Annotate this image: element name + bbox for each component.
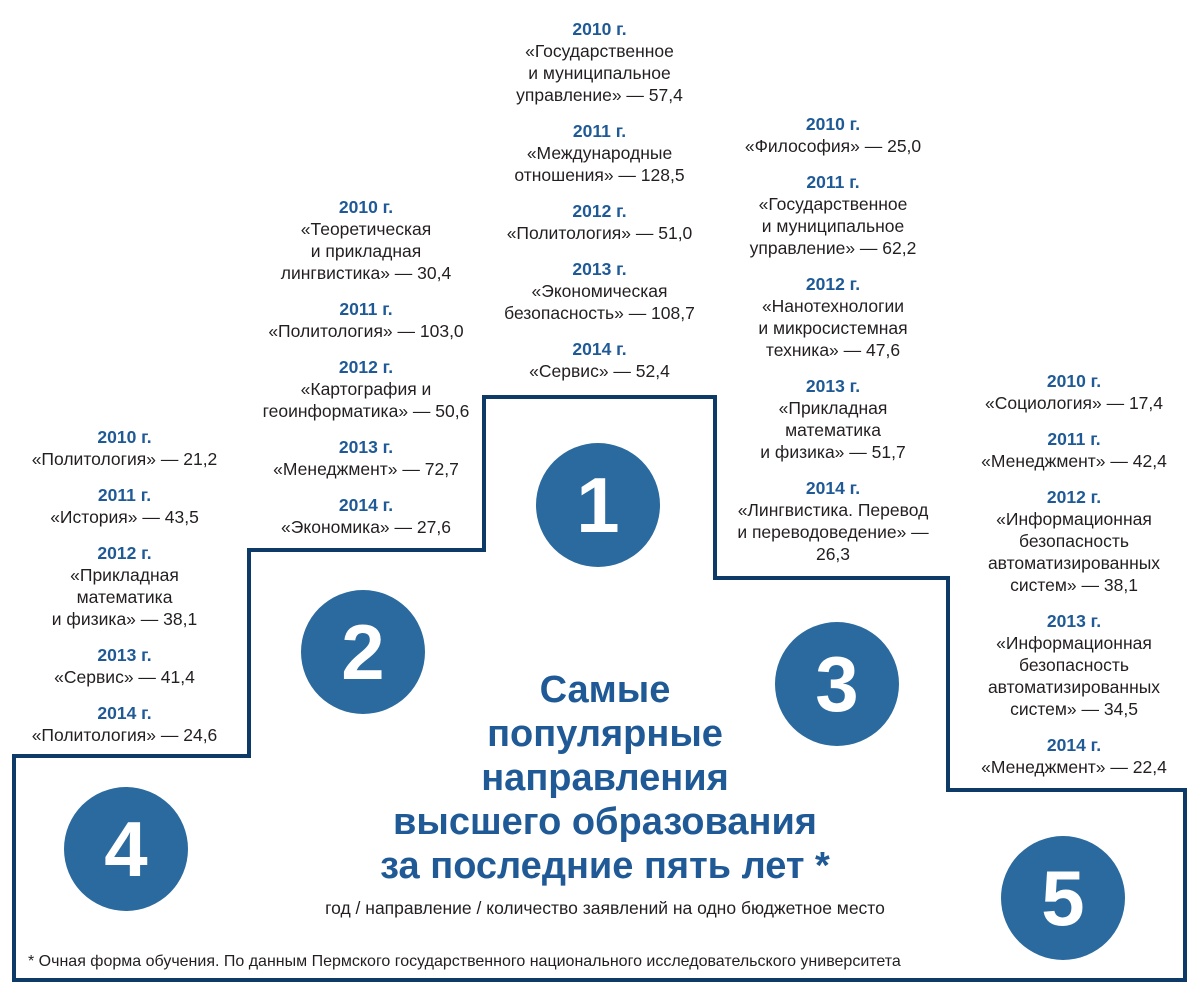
entry-text: «Прикладная математика и физика» — 51,7 (760, 398, 906, 462)
rank-2-badge: 2 (301, 590, 425, 714)
page-title: Самые популярные направления высшего образования за последние пять лет * (380, 669, 830, 887)
entry-text: «Государственное и муниципальное управление» — 62,2 (749, 194, 917, 258)
entry-year: 2011 г. (97, 485, 152, 505)
place-4-list (8, 426, 241, 760)
entry-year: 2010 г. (338, 197, 394, 217)
entry-year: 2010 г. (805, 114, 861, 134)
entry-year: 2013 г. (338, 437, 394, 457)
list-item (484, 120, 715, 186)
entry-year: 2013 г. (1046, 611, 1102, 631)
list-item (8, 644, 241, 688)
entry-year: 2014 г. (97, 703, 152, 723)
entry-text: «Картография и геоинформатика» — 50,6 (262, 379, 470, 421)
entry-year: 2011 г. (572, 121, 627, 141)
entry-year: 2014 г. (1046, 735, 1102, 755)
place-2-list (236, 196, 496, 552)
entry-year: 2013 г. (97, 645, 152, 665)
list-item (8, 484, 241, 528)
entry-text: «Менеджмент» — 42,4 (981, 451, 1167, 471)
entry-year: 2014 г. (338, 495, 394, 515)
entry-year: 2011 г. (1047, 429, 1101, 449)
rank-1-badge: 1 (536, 443, 660, 567)
list-item (718, 171, 948, 259)
entry-year: 2014 г. (805, 478, 861, 498)
entry-year: 2010 г. (97, 427, 152, 447)
list-item (958, 486, 1190, 596)
entry-year: 2011 г. (339, 299, 393, 319)
rank-5-badge: 5 (1001, 836, 1125, 960)
list-item (718, 273, 948, 361)
entry-text: «Менеджмент» — 22,4 (981, 757, 1167, 777)
footnote: * Очная форма обучения. По данным Пермского государственного национального исследовательского университета (28, 953, 901, 970)
list-item (958, 428, 1190, 472)
entry-text: «Информационная безопасность автоматизированных систем» — 34,5 (987, 633, 1161, 719)
place-5-list (958, 370, 1190, 792)
place-3-list (718, 113, 948, 579)
entry-text: «Сервис» — 41,4 (54, 667, 195, 687)
entry-year: 2012 г. (338, 357, 394, 377)
rank-3-badge: 3 (775, 622, 899, 746)
list-item (8, 426, 241, 470)
entry-text: «Экономическая безопасность» — 108,7 (504, 281, 695, 323)
entry-year: 2011 г. (806, 172, 860, 192)
list-item (236, 298, 496, 342)
list-item (958, 734, 1190, 778)
entry-text: «Государственное и муниципальное управление» — 57,4 (516, 41, 683, 105)
entry-text: «Лингвистика. Перевод и переводоведение» — 26,3 (737, 500, 929, 564)
entry-text: «Менеджмент» — 72,7 (273, 459, 459, 479)
entry-year: 2012 г. (572, 201, 627, 221)
rank-4-badge: 4 (64, 787, 188, 911)
list-item (236, 356, 496, 422)
entry-year: 2012 г. (1046, 487, 1102, 507)
entry-year: 2012 г. (805, 274, 861, 294)
list-item (718, 477, 948, 565)
list-item (484, 200, 715, 244)
entry-text: «Информационная безопасность автоматизированных систем» — 38,1 (987, 509, 1161, 595)
list-item (8, 702, 241, 746)
list-item (484, 338, 715, 382)
entry-year: 2012 г. (97, 543, 152, 563)
entry-text: «Политология» — 21,2 (31, 449, 218, 469)
list-item (484, 18, 715, 106)
entry-text: «Социология» — 17,4 (984, 393, 1164, 413)
list-item (8, 542, 241, 630)
entry-text: «Политология» — 51,0 (506, 223, 693, 243)
entry-text: «История» — 43,5 (50, 507, 199, 527)
list-item (958, 370, 1190, 414)
entry-year: 2013 г. (572, 259, 627, 279)
entry-text: «Нанотехнологии и микросистемная техника» — 47,6 (758, 296, 908, 360)
entry-text: «Философия» — 25,0 (744, 136, 922, 156)
list-item (718, 113, 948, 157)
entry-year: 2014 г. (572, 339, 627, 359)
list-item (236, 196, 496, 284)
entry-text: «Прикладная математика и физика» — 38,1 (51, 565, 198, 629)
list-item (236, 494, 496, 538)
entry-text: «Международные отношения» — 128,5 (514, 143, 685, 185)
entry-year: 2013 г. (805, 376, 861, 396)
place-1-list (484, 18, 715, 396)
list-item (958, 610, 1190, 720)
entry-text: «Политология» — 24,6 (31, 725, 218, 745)
list-item (718, 375, 948, 463)
list-item (236, 436, 496, 480)
entry-text: «Политология» — 103,0 (268, 321, 464, 341)
list-item (484, 258, 715, 324)
page-subtitle: год / направление / количество заявлений на одно бюджетное место (325, 898, 885, 918)
entry-text: «Экономика» — 27,6 (281, 517, 451, 537)
entry-text: «Теоретическая и прикладная лингвистика» — 30,4 (280, 219, 452, 283)
entry-year: 2010 г. (1046, 371, 1102, 391)
entry-text: «Сервис» — 52,4 (529, 361, 670, 381)
entry-year: 2010 г. (572, 19, 627, 39)
